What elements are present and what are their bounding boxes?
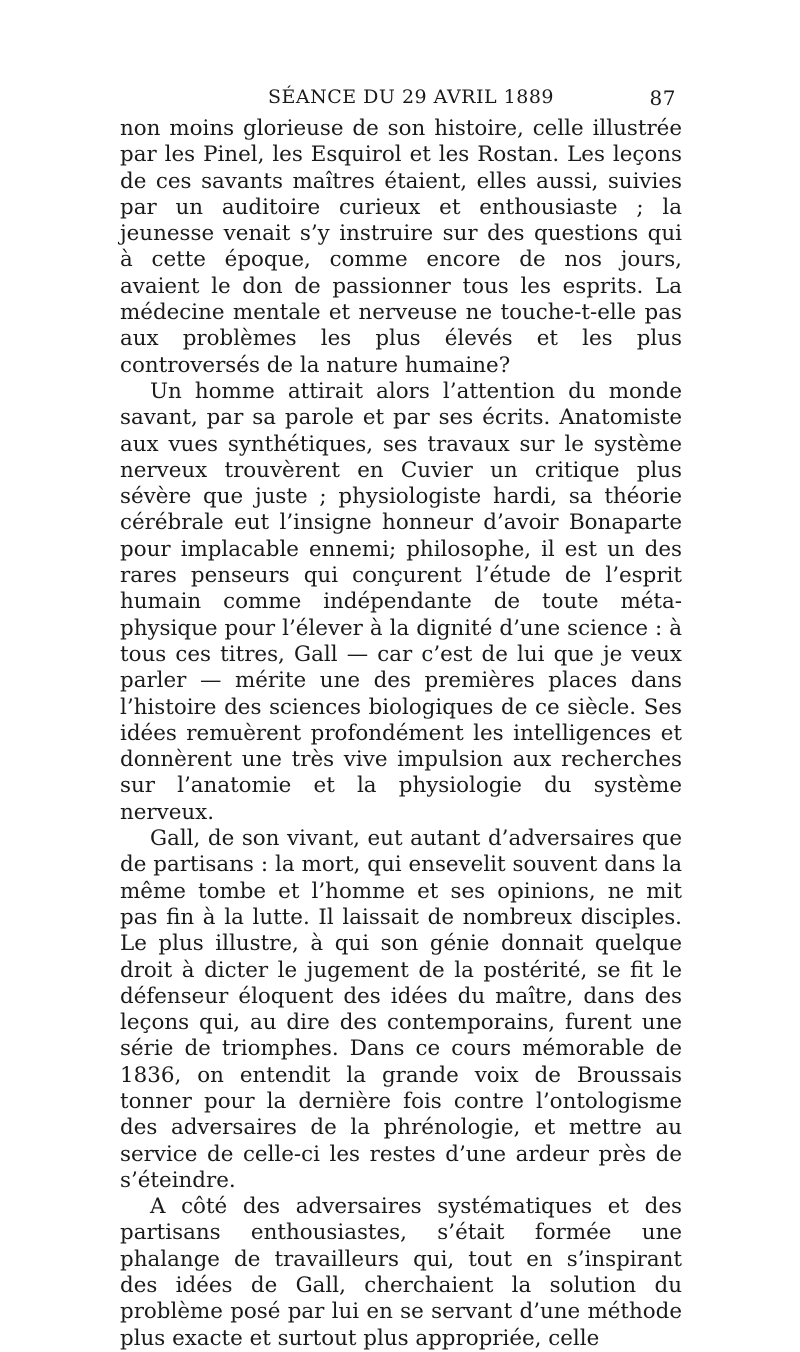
- book-page: [120, 86, 682, 1352]
- paragraph-continuation: non moins glorieuse de son histoire, celle illustrée par les Pinel, les Esquirol et les Rostan. Les leçons de ces savants maîtres étaient, elles aussi, suivies par un auditoire curieux et enthousiaste ; la jeunesse venait s’y instruire sur des questions qui à cette époque, comme encore de nos jours, avaient le don de passionner tous les esprits. La médecine mentale et nerveuse ne touche-t-elle pas aux problèmes les plus élevés et les plus controversés de la nature humaine?: [120, 116, 682, 378]
- page-number: 87: [649, 86, 676, 110]
- body-text: [120, 116, 682, 1352]
- paragraph: A côté des adversaires systématiques et des partisans enthousiastes, s’était formée une phalange de travailleurs qui, tout en s’inspirant des idées de Gall, cherchaient la solution du problème posé par lui en se servant d’une méthode plus exacte et surtout plus appropriée, celle: [120, 1194, 682, 1351]
- running-header: [120, 86, 682, 116]
- paragraph: Gall, de son vivant, eut autant d’adversaires que de partisans : la mort, qui ensevelit souvent dans la même tombe et l’homme et ses opinions, ne mit pas fin à la lutte. Il laissait de nombreux disciples. Le plus illustre, à qui son génie donnait quelque droit à dicter le jugement de la postérité, se fit le défenseur éloquent des idées du maître, dans des leçons qui, au dire des contemporains, furent une série de triomphes. Dans ce cours mémorable de 1836, on entendit la grande voix de Broussais tonner pour la dernière fois contre l’ontologisme des adversaires de la phrénologie, et mettre au service de celle-ci les restes d’une ardeur près de s’éteindre.: [120, 826, 682, 1193]
- running-title: SÉANCE DU 29 AVRIL 1889: [268, 86, 554, 108]
- paragraph: Un homme attirait alors l’attention du monde savant, par sa parole et par ses écrits. Anatomiste aux vues synthétiques, ses travaux sur le système nerveux trouvèrent en Cuvier un critique plus sévère que juste ; physiologiste hardi, sa théorie cérébrale eut l’insigne honneur d’avoir Bonaparte pour implacable ennemi; philosophe, il est un des rares penseurs qui conçurent l’étude de l’esprit humain comme indépendante de toute métaphysique pour l’élever à la dignité d’une science : à tous ces titres, Gall — car c’est de lui que je veux parler — mérite une des premières places dans l’histoire des sciences biologiques de ce siècle. Ses idées remuèrent profondément les intelligences et donnèrent une très vive impulsion aux recherches sur l’anatomie et la physiologie du système nerveux.: [120, 378, 682, 825]
